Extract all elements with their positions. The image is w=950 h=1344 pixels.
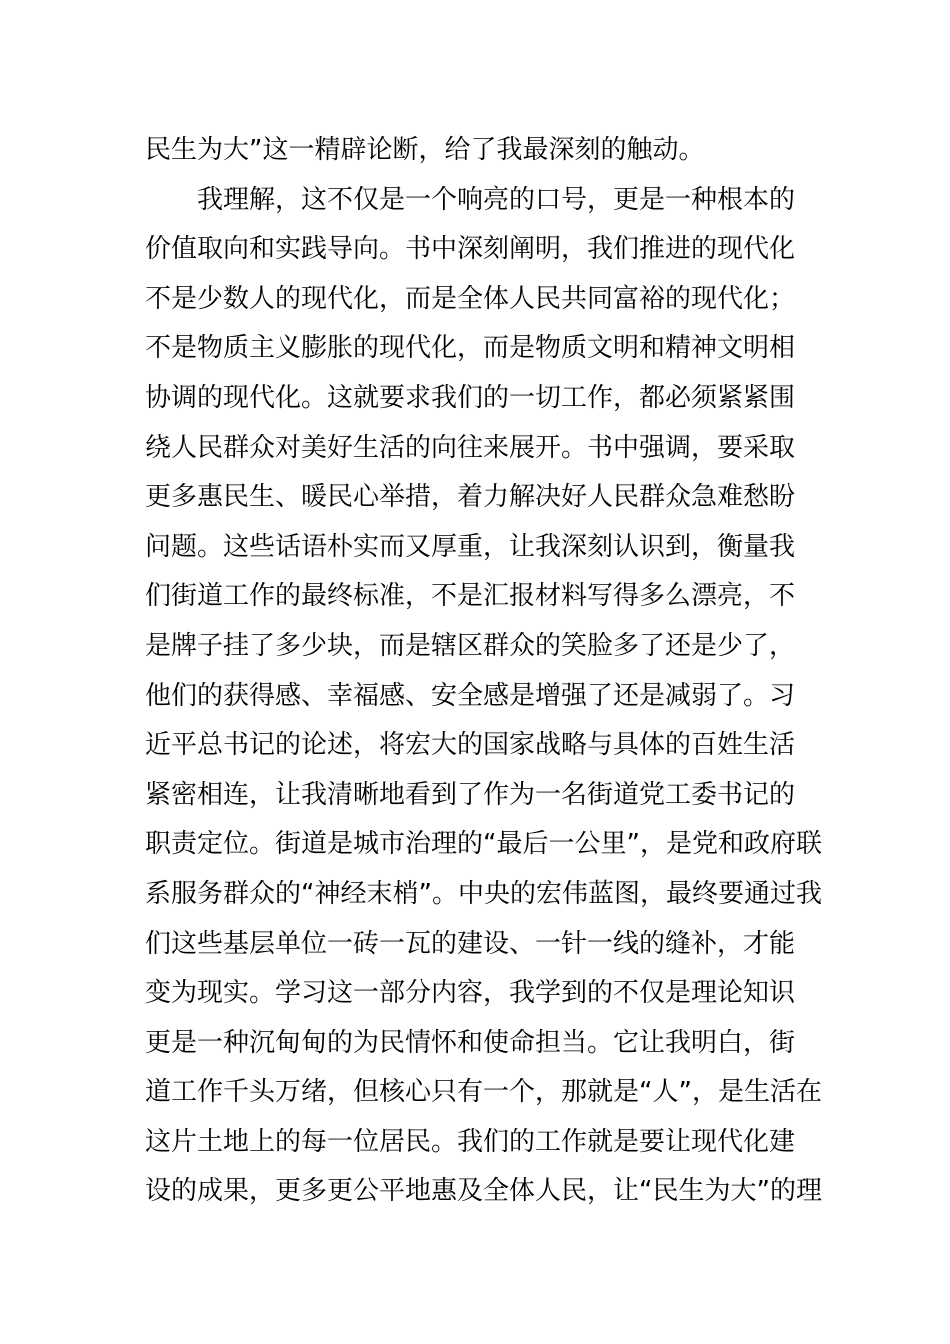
text-line: 更是一种沉甸甸的为民情怀和使命担当。它让我明白，街 — [145, 1027, 796, 1058]
text-line: 紧密相连，让我清晰地看到了作为一名街道党工委书记的 — [145, 779, 796, 810]
text-line: 道工作千头万绪，但核心只有一个，那就是“人”，是生活在 — [145, 1077, 822, 1108]
text-line: 职责定位。街道是城市治理的“最后一公里”，是党和政府联 — [145, 829, 822, 860]
text-line: 们这些基层单位一砖一瓦的建设、一针一线的缝补，才能 — [145, 928, 796, 959]
text-line: 近平总书记的论述，将宏大的国家战略与具体的百姓生活 — [145, 730, 796, 761]
text-line: 不是物质主义膨胀的现代化，而是物质文明和精神文明相 — [145, 333, 796, 364]
paragraph-first-line: 我理解，这不仅是一个响亮的口号，更是一种根本的 — [197, 184, 796, 215]
text-line: 他们的获得感、幸福感、安全感是增强了还是减弱了。习 — [145, 680, 796, 711]
text-line: 绕人民群众对美好生活的向往来展开。书中强调，要采取 — [145, 432, 796, 463]
text-line: 这片土地上的每一位居民。我们的工作就是要让现代化建 — [145, 1126, 796, 1157]
text-line: 变为现实。学习这一部分内容，我学到的不仅是理论知识 — [145, 978, 796, 1009]
text-line: 不是少数人的现代化，而是全体人民共同富裕的现代化； — [145, 283, 796, 314]
text-line: 协调的现代化。这就要求我们的一切工作，都必须紧紧围 — [145, 382, 796, 413]
text-line: 是牌子挂了多少块，而是辖区群众的笑脸多了还是少了， — [145, 630, 796, 661]
text-line: 问题。这些话语朴实而又厚重，让我深刻认识到，衡量我 — [145, 531, 796, 562]
text-line: 更多惠民生、暖民心举措，着力解决好人民群众急难愁盼 — [145, 482, 796, 513]
text-line: 价值取向和实践导向。书中深刻阐明，我们推进的现代化 — [145, 234, 796, 265]
text-line: 设的成果，更多更公平地惠及全体人民，让“民生为大”的理 — [145, 1176, 822, 1207]
text-line: 民生为大”这一精辟论断，给了我最深刻的触动。 — [145, 135, 705, 165]
text-line: 们街道工作的最终标准，不是汇报材料写得多么漂亮，不 — [145, 581, 796, 612]
body-text — [145, 126, 825, 1217]
text-line: 系服务群众的“神经末梢”。中央的宏伟蓝图，最终要通过我 — [145, 878, 822, 909]
